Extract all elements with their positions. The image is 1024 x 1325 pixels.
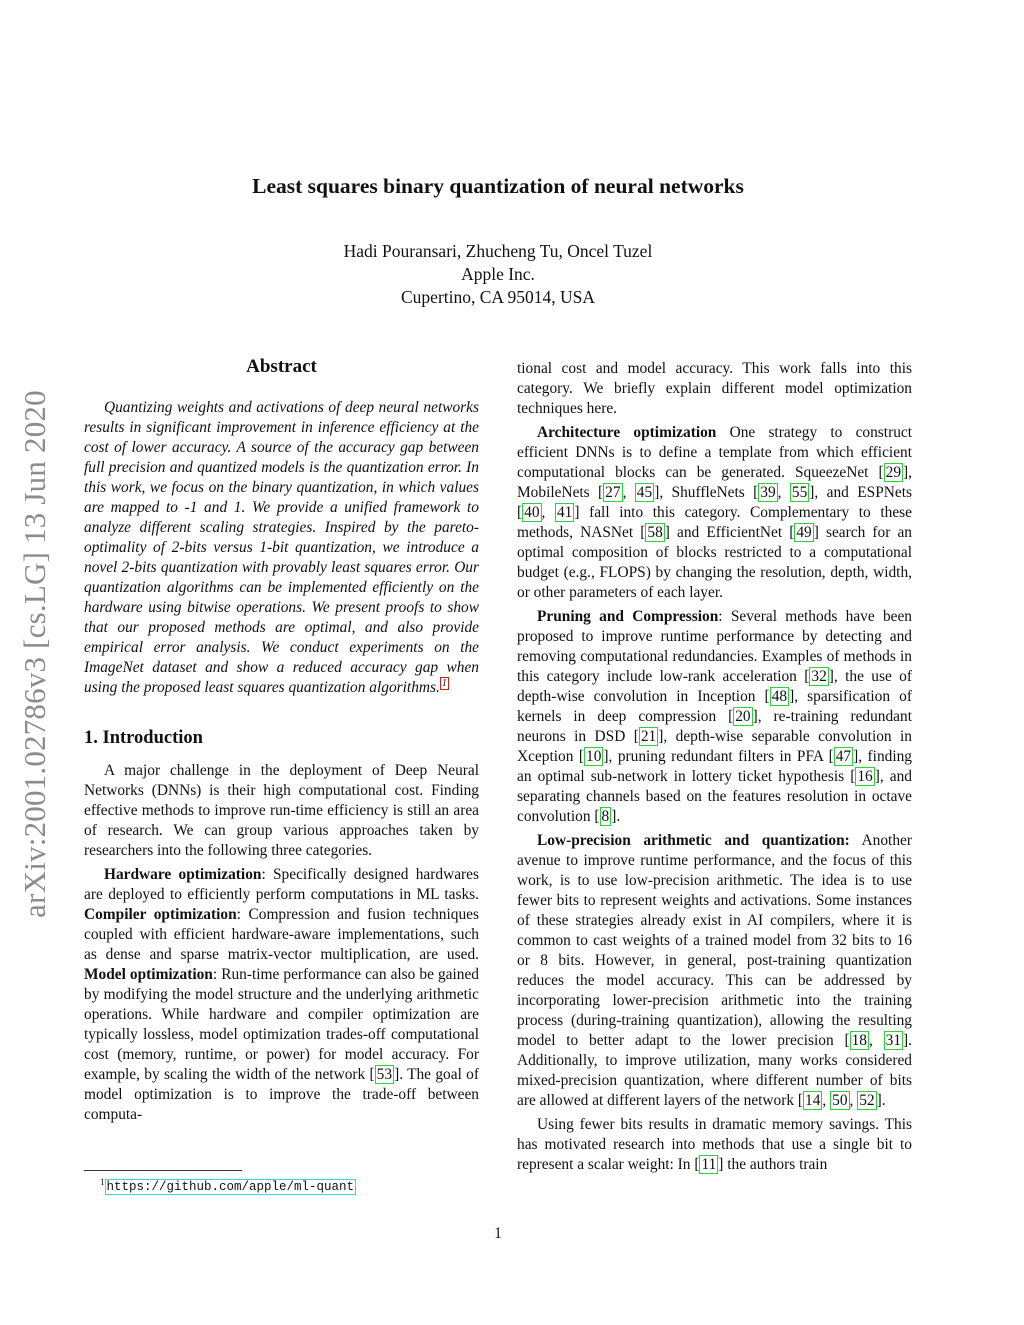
arxiv-sidebar: [12, 364, 58, 944]
citation-link[interactable]: 41: [556, 504, 573, 521]
body-text: ], sparsification of kernels in deep compression [: [517, 688, 912, 725]
citation-link[interactable]: 49: [796, 524, 812, 541]
body-text: ] search for an optimal composition of blocks restricted to a computational budget (e.g., FLOPS) by changing the resolution, depth, width, or other parameters of each layer.: [517, 524, 912, 601]
body-text: ,: [868, 1032, 884, 1049]
body-text: ], re-training redundant neurons in DSD [: [517, 708, 912, 745]
citation-link[interactable]: 16: [857, 768, 873, 785]
citation-link[interactable]: 47: [835, 748, 852, 765]
continuation-paragraph: tional cost and model accuracy. This work falls into this category. We briefly explain different model optimization techniques here.: [517, 360, 912, 417]
citation-link[interactable]: 50: [832, 1092, 848, 1109]
citation-link[interactable]: 55: [791, 484, 808, 501]
citation-link[interactable]: 40: [524, 504, 540, 521]
footnote-url-link[interactable]: https://github.com/apple/ml-quant: [106, 1180, 355, 1194]
body-text: ,: [622, 484, 635, 501]
body-text: ,: [849, 1092, 858, 1109]
footnote-divider: [84, 1170, 242, 1171]
citation-link[interactable]: 29: [885, 464, 902, 481]
citation-link[interactable]: 14: [805, 1092, 821, 1109]
intro-text: : Specifically designed hardwares are deployed to efficiently perform computations in ML tasks.: [84, 866, 479, 903]
intro-text: : Compression and fusion techniques coupled with efficient hardware-aware implementations, such as dense and sparse matrix-vector multiplication, are used.: [84, 906, 479, 963]
intro-paragraph-1: A major challenge in the deployment of Deep Neural Networks (DNNs) is their high computational cost. Finding effective methods to improve run-time efficiency is still an area of research. We can group various approaches taken by researchers into the following three categories.: [84, 762, 479, 859]
footnote-reference[interactable]: 1: [441, 677, 447, 689]
body-text: ], finding an optimal sub-network in lottery ticket hypothesis [: [517, 748, 913, 785]
body-text: One strategy to construct efficient DNNs is to define a template from which efficient computational blocks can be generated. SqueezeNet [: [517, 424, 912, 481]
body-text: ].: [876, 1092, 886, 1109]
body-text: ], MobileNets [: [517, 464, 912, 501]
intro-text: : Run-time performance can also be gained by modifying the model structure and the underlying arithmetic operations. While hardware and compiler optimization are typically lossless, model optimization trades-off computational cost (memory, runtime, or power) for model accuracy. For example, by scaling the width of the network [: [84, 966, 479, 1083]
term-architecture-optimization: Architecture optimization: [537, 424, 717, 441]
authors: Hadi Pouransari, Zhucheng Tu, Oncel Tuzel: [343, 241, 653, 261]
body-text: ] fall into this category. Complementary to these methods, NASNet [: [517, 504, 912, 541]
body-text: Using fewer bits results in dramatic memory savings. This has motivated research into methods that use a single bit to represent a scalar weight: In [: [517, 1116, 912, 1173]
footnote-mark: 1: [100, 1177, 105, 1187]
footnote: [100, 1177, 356, 1194]
citation-link[interactable]: 31: [885, 1032, 902, 1049]
citation-link[interactable]: 18: [851, 1032, 867, 1049]
author-block: [0, 240, 996, 309]
arxiv-identifier: arXiv:2001.02786v3 [cs.LG] 13 Jun 2020: [17, 390, 52, 918]
paper-title: Least squares binary quantization of neural networks: [252, 174, 744, 198]
body-text: ] and EfficientNet [: [664, 524, 795, 541]
term-model-optimization: Model optimization: [84, 966, 213, 983]
citation-link[interactable]: 27: [605, 484, 621, 501]
citation-link[interactable]: 53: [376, 1066, 393, 1083]
address: Cupertino, CA 95014, USA: [401, 287, 595, 307]
term-low-precision: Low-precision arithmetic and quantization:: [537, 832, 850, 849]
citation-link[interactable]: 48: [771, 688, 788, 705]
body-text: : Several methods have been proposed to improve runtime performance by detecting and removing computational redundancies. Examples of methods in this category include low-rank acceleration [: [517, 608, 912, 685]
term-compiler-optimization: Compiler optimization: [84, 906, 237, 923]
body-text: ], ShuffleNets [: [654, 484, 759, 501]
citation-link[interactable]: 8: [601, 808, 610, 825]
right-column: [517, 359, 912, 1179]
citation-link[interactable]: 58: [647, 524, 663, 541]
architecture-optimization-paragraph: [517, 423, 912, 603]
body-text: ], and ESPNets [: [517, 484, 912, 521]
affiliation: Apple Inc.: [461, 264, 535, 284]
body-text: ], the use of depth-wise convolution in Inception [: [517, 668, 913, 705]
fewer-bits-paragraph: [517, 1115, 912, 1175]
citation-link[interactable]: 52: [859, 1092, 875, 1109]
abstract-text: [84, 398, 479, 698]
body-text: ].: [611, 808, 621, 825]
body-text: ] the authors train: [718, 1156, 828, 1173]
citation-link[interactable]: 45: [636, 484, 653, 501]
term-hardware-optimization: Hardware optimization: [104, 866, 262, 883]
citation-link[interactable]: 11: [701, 1156, 717, 1173]
citation-link[interactable]: 21: [640, 728, 657, 745]
left-column: [84, 356, 479, 1129]
body-text: ], pruning redundant filters in PFA [: [603, 748, 834, 765]
low-precision-paragraph: [517, 831, 912, 1111]
pruning-compression-paragraph: [517, 607, 912, 827]
body-text: ,: [541, 504, 555, 521]
abstract-body-text: Quantizing weights and activations of deep neural networks results in significant improvement in inference efficiency at the cost of lower accuracy. A source of the accuracy gap between full precision and quantized models is the quantization error. In this work, we focus on the binary quantization, in which values are mapped to -1 and 1. We provide a unified framework to analyze different scaling strategies. Inspired by the pareto-optimality of 2-bits versus 1-bit quantization, we introduce a novel 2-bits quantization with provably least squares error. Our quantization algorithms can be implemented efficiently on the hardware using bitwise operations. We present proofs to show that our proposed methods are optimal, and also provide empirical error analysis. We conduct experiments on the ImageNet dataset and show a reduced accuracy gap when using the proposed least squares quantization algorithms.: [84, 399, 479, 696]
page-number: 1: [494, 1225, 502, 1242]
body-text: ], depth-wise separable convolution in Xception [: [517, 728, 913, 765]
citation-link[interactable]: 10: [586, 748, 602, 765]
body-text: ,: [777, 484, 790, 501]
term-pruning-compression: Pruning and Compression: [537, 608, 719, 625]
citation-link[interactable]: 39: [760, 484, 776, 501]
citation-link[interactable]: 32: [811, 668, 827, 685]
intro-text: ]. The goal of model optimization is to improve the trade-off between computa-: [84, 1066, 479, 1123]
body-text: ,: [822, 1092, 831, 1109]
citation-link[interactable]: 20: [735, 708, 751, 725]
body-text: Another avenue to improve runtime performance, and the focus of this work, is to use low-precision arithmetic. The idea is to use fewer bits to represent weights and activations. Some instances of these strategies already exist in AI compilers, where it is common to cast weights of a trained model from 32 bits to 16 or 8 bits. However, in general, post-training quantization reduces the model accuracy. This can be addressed by incorporating lower-precision arithmetic into the training process (during-training quantization), allowing the resulting model to better adapt to the lower precision [: [517, 832, 912, 1049]
body-text: ]. Additionally, to improve utilization, many works considered mixed-precision quantization, where different number of bits are allowed at different layers of the network [: [517, 1032, 912, 1109]
section-heading-introduction: 1. Introduction: [84, 728, 203, 748]
abstract-heading: Abstract: [246, 356, 317, 377]
intro-paragraph-2: [84, 865, 479, 1125]
body-text: ], and separating channels based on the features resolution in octave convolution [: [517, 768, 912, 825]
